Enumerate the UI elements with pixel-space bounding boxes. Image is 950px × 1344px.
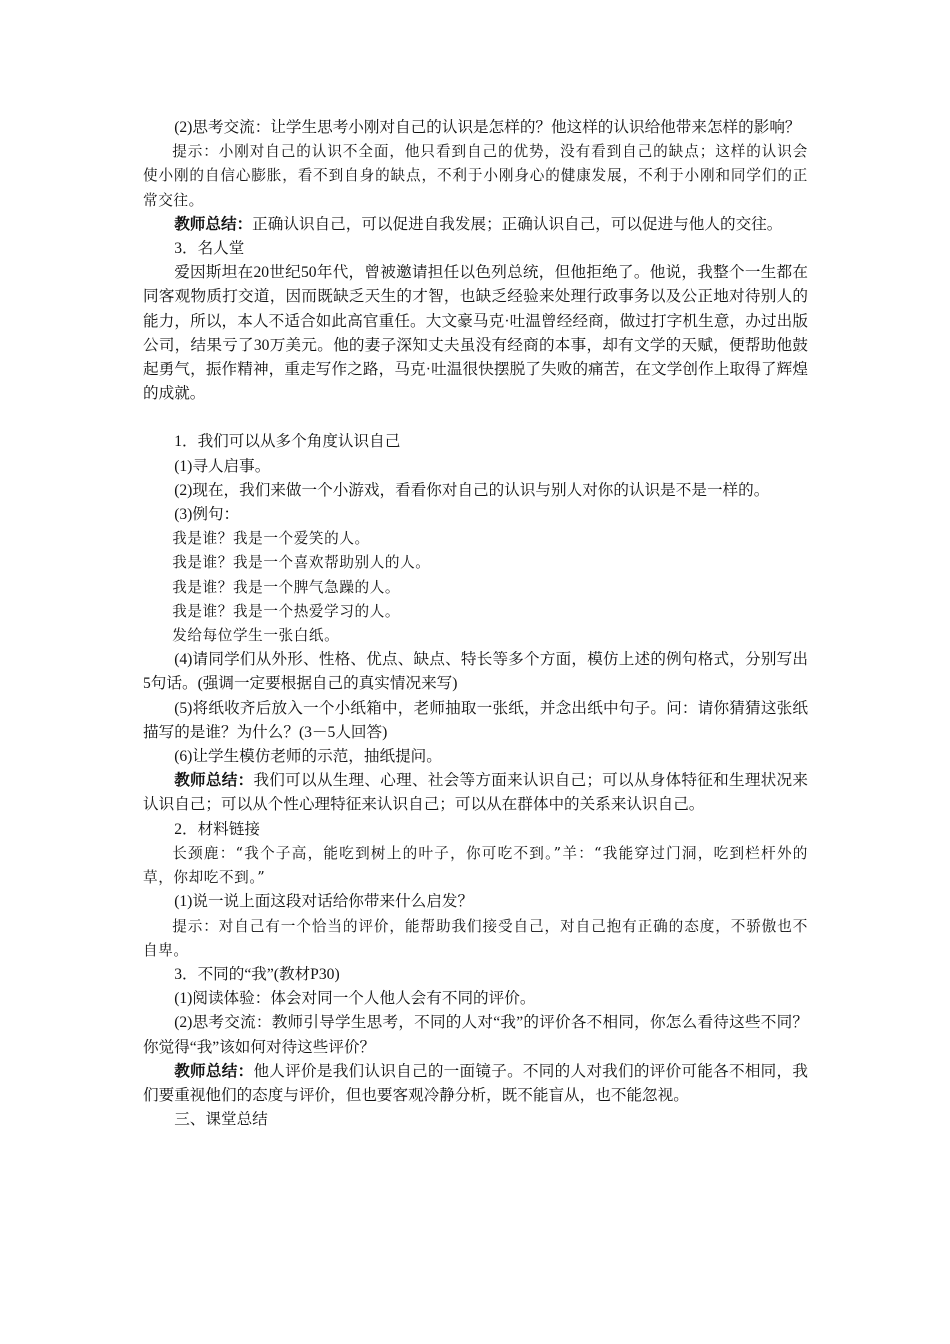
- paragraph-text: 2．材料链接: [174, 820, 260, 838]
- teacher-summary-label: 教师总结：: [174, 1062, 254, 1080]
- paragraph: [143, 1108, 808, 1132]
- paragraph: [143, 116, 808, 140]
- paragraph-text: 长颈鹿：“我个子高，能吃到树上的叶子，你可吃不到。”羊：“我能穿过门洞，吃到栏杆外的草，你却吃不到。”: [143, 844, 808, 887]
- paragraph-text: 正确认识自己，可以促进自我发展；正确认识自己，可以促进与他人的交往。: [252, 215, 783, 233]
- paragraph-text: 爱因斯坦在20世纪50年代，曾被邀请担任以色列总统，但他拒绝了。他说，我整个一生都在同客观物质打交道，因而既缺乏天生的才智，也缺乏经验来处理行政事务以及公正地对待别人的能力，所以，本人不适合如此高官重任。大文豪马克·吐温曾经经商，做过打字机生意，办过出版公司，结果亏了30万美元。他的妻子深知丈夫虽没有经商的本事，却有文学的天赋，便帮助他鼓起勇气，振作精神，重走写作之路，马克·吐温很快摆脱了失败的痛苦，在文学创作上取得了辉煌的成就。: [143, 264, 808, 403]
- paragraph-text: 我是谁？我是一个脾气急躁的人。: [172, 578, 401, 596]
- paragraph-text: (5)将纸收齐后放入一个小纸箱中，老师抽取一张纸，并念出纸中句子。问：请你猜猜这张纸描写的是谁？为什么？(3－5人回答): [143, 699, 808, 741]
- paragraph: [143, 600, 808, 624]
- paragraph-text: (2)思考交流：教师引导学生思考，不同的人对“我”的评价各不相同，你怎么看待这些不同？你觉得“我”该如何对待这些评价？: [143, 1014, 808, 1056]
- paragraph: [143, 624, 808, 648]
- paragraph: [143, 818, 808, 842]
- paragraph-text: 发给每位学生一张白纸。: [172, 627, 340, 645]
- paragraph: [143, 842, 808, 890]
- paragraph-text: (2)思考交流：让学生思考小刚对自己的认识是怎样的？他这样的认识给他带来怎样的影响？: [174, 119, 801, 136]
- paragraph-text: 他人评价是我们认识自己的一面镜子。不同的人对我们的评价可能各不相同，我们要重视他们的态度与评价，但也要客观冷静分析，既不能盲从，也不能忽视。: [143, 1062, 808, 1104]
- paragraph: [143, 890, 808, 914]
- paragraph-text: (1)阅读体验：体会对同一个人他人会有不同的评价。: [174, 990, 536, 1008]
- paragraph-text: (3)例句：: [174, 506, 240, 524]
- paragraph-text: 提示：小刚对自己的认识不全面，他只看到自己的优势，没有看到自己的缺点；这样的认识会使小刚的自信心膨胀，看不到自身的缺点，不利于小刚身心的健康发展，不利于小刚和同学们的正常交往。: [143, 143, 808, 209]
- paragraph: [143, 551, 808, 575]
- paragraph: [143, 745, 808, 769]
- paragraph: [143, 915, 808, 963]
- paragraph: [143, 987, 808, 1011]
- paragraph: [143, 479, 808, 503]
- paragraph-text: 我们可以从生理、心理、社会等方面来认识自己；可以从身体特征和生理状况来认识自己；可以从个性心理特征来认识自己；可以从在群体中的关系来认识自己。: [143, 772, 808, 814]
- paragraph-text: 我是谁？我是一个热爱学习的人。: [172, 602, 401, 620]
- paragraph-text: (1)说一说上面这段对话给你带来什么启发？: [174, 893, 474, 911]
- paragraph-text: 提示：对自己有一个恰当的评价，能帮助我们接受自己，对自己抱有正确的态度，不骄傲也不自卑。: [143, 917, 808, 959]
- paragraph: [143, 648, 808, 696]
- paragraph-text: 3．名人堂: [174, 240, 245, 258]
- paragraph-text: 3．不同的“我”(教材P30): [174, 965, 340, 983]
- paragraph-text: (4)请同学们从外形、性格、优点、缺点、特长等多个方面，模仿上述的例句格式，分别写出5句话。(强调一定要根据自己的真实情况来写): [143, 651, 808, 693]
- paragraph-text: 三、课堂总结: [174, 1111, 268, 1129]
- paragraph-text: 我是谁？我是一个爱笑的人。: [172, 530, 370, 548]
- paragraph: [143, 1011, 808, 1059]
- paragraph: [143, 576, 808, 600]
- paragraph-text: (2)现在，我们来做一个小游戏，看看你对自己的认识与别人对你的认识是不是一样的。: [174, 481, 770, 499]
- paragraph: [143, 527, 808, 551]
- teacher-summary-label: 教师总结：: [174, 772, 254, 790]
- teacher-summary-label: 教师总结：: [174, 215, 253, 233]
- paragraph: [143, 430, 808, 454]
- paragraph-text: (1)寻人启事。: [174, 457, 271, 475]
- paragraph: [143, 963, 808, 987]
- paragraph: [143, 697, 808, 745]
- paragraph: [143, 769, 808, 817]
- paragraph: [143, 237, 808, 261]
- paragraph: [143, 455, 808, 479]
- paragraph-text: 我是谁？我是一个喜欢帮助别人的人。: [172, 554, 431, 572]
- paragraph: [143, 1060, 808, 1108]
- section-gap: [143, 406, 808, 430]
- paragraph: [143, 261, 808, 406]
- paragraph-text: 1．我们可以从多个角度认识自己: [174, 433, 401, 451]
- paragraph: [143, 213, 808, 237]
- document-body: [143, 116, 808, 1132]
- paragraph-text: (6)让学生模仿老师的示范，抽纸提问。: [174, 748, 442, 766]
- paragraph: [143, 140, 808, 213]
- paragraph: [143, 503, 808, 527]
